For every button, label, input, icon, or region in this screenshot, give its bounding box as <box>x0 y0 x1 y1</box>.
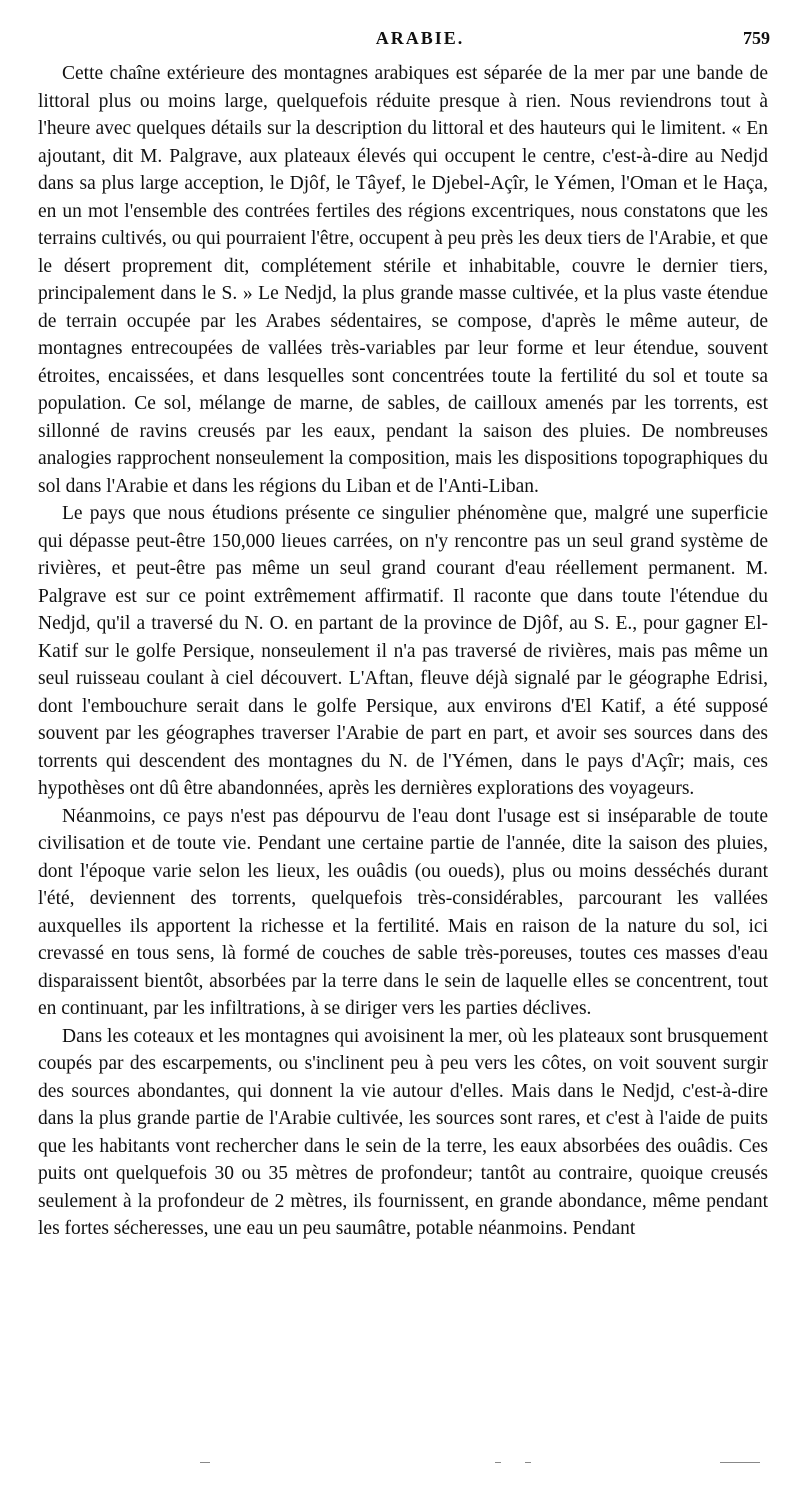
paragraph-rainy-season: Néanmoins, ce pays n'est pas dépourvu de l'eau dont l'usage est si inséparable de toute civilisation et de toute vie. Pendant une certaine partie de l'année, dite la saison des pluies, dont l'époque varie selon les lieux, les ouâdis (ou oueds), plus ou moins desséchés durant l'été, deviennent des torrents, quelquefois très-considérables, parcourant les vallées auxquelles ils apportent la richesse et la fertilité. Mais en raison de la nature du sol, ici crevassé en tous sens, là formé de couches de sable très-poreuses, toutes ces masses d'eau disparaissent bientôt, absorbées par la terre dans le sein de laquelle elles se concentrent, tout en continuant, par les infiltrations, à se diriger vers les parties déclives. <box>38 805 768 1019</box>
paragraph-wells: Dans les coteaux et les montagnes qui avoisinent la mer, où les plateaux sont brusquement coupés par des escarpements, ou s'inclinent peu à peu vers les côtes, on voit souvent surgir des sources abondantes, qui donnent la vie autour d'elles. Mais dans le Nedjd, c'est-à-dire dans la plus grande partie de l'Arabie cultivée, les sources sont rares, et c'est à l'aide de puits que les habitants vont rechercher dans le sein de la terre, les eaux absorbées des ouâdis. Ces puits ont quelquefois 30 ou 35 mètres de profondeur; tantôt au contraire, quoique creusés seulement à la profondeur de 2 mètres, ils fournissent, en grande abondance, même pendant les fortes sécheresses, une eau un peu saumâtre, potable néanmoins. Pendant <box>38 1025 768 1239</box>
paragraph-littoral: Cette chaîne extérieure des montagnes arabiques est séparée de la mer par une bande de littoral plus ou moins large, quelquefois réduite presque à rien. Nous reviendrons tout à l'heure avec quelques détails sur la description du littoral et des hauteurs qui le limitent. « En ajoutant, dit M. Palgrave, aux plateaux élevés qui occupent le centre, c'est-à-dire au Nedjd dans sa plus large acception, le Djôf, le Tâyef, le Djebel-Açîr, le Yémen, l'Oman et le Haça, en un mot l'ensemble des contrées fertiles des régions excentriques, nous constatons que les terrains cultivés, ou qui pourraient l'être, occupent à peu près les deux tiers de l'Arabie, et que le désert proprement dit, complétement stérile et inhabitable, couvre le dernier tiers, principalement dans le S. » Le Nedjd, la plus grande masse cultivée, et la plus vaste étendue de terrain occupée par les Arabes sédentaires, se compose, d'après le même auteur, de montagnes entrecoupées de vallées très-variables par leur forme et leur étendue, souvent étroites, encaissées, et dans lesquelles sont concentrées toute la fertilité du sol et toute sa population. Ce sol, mélange de marne, de sables, de cailloux amenés par les torrents, est sillonné de ravins creusés par les eaux, pendant la saison des pluies. De nombreuses analogies rapprochent nonseulement la composition, mais les dispositions topographiques du sol dans l'Arabie et dans les régions du Liban et de l'Anti-Liban. <box>38 63 768 497</box>
footer-mark <box>720 1462 760 1463</box>
running-head <box>60 28 770 58</box>
footer-mark <box>495 1462 501 1463</box>
footer-scan-marks <box>180 1462 780 1472</box>
page-number: 759 <box>743 28 770 48</box>
running-title: ARABIE. <box>375 28 465 48</box>
footer-mark <box>525 1462 531 1463</box>
paragraph-rivers: Le pays que nous étudions présente ce singulier phénomène que, malgré une superficie qui dépasse peut-être 150,000 lieues carrées, on n'y rencontre pas un seul grand système de rivières, et peut-être pas même un seul grand courant d'eau réellement permanent. M. Palgrave est sur ce point extrêmement affirmatif. Il raconte que dans toute l'étendue du Nedjd, qu'il a traversé du N. O. en partant de la province de Djôf, au S. E., pour gagner El-Katif sur le golfe Persique, nonseulement il n'a pas traversé de rivières, mais pas même un seul ruisseau coulant à ciel découvert. L'Aftan, fleuve déjà signalé par le géographe Edrisi, dont l'embouchure serait dans le golfe Persique, aux environs d'El Katif, a été supposé souvent par les géographes traverser l'Arabie de part en part, et avoir ses sources dans des torrents qui descendent des montagnes du N. de l'Yémen, dans le pays d'Açîr; mais, ces hypothèses ont dû être abandonnées, après les dernières explorations des voyageurs. <box>38 503 768 799</box>
body-text <box>38 60 768 1243</box>
footer-mark <box>200 1462 210 1463</box>
